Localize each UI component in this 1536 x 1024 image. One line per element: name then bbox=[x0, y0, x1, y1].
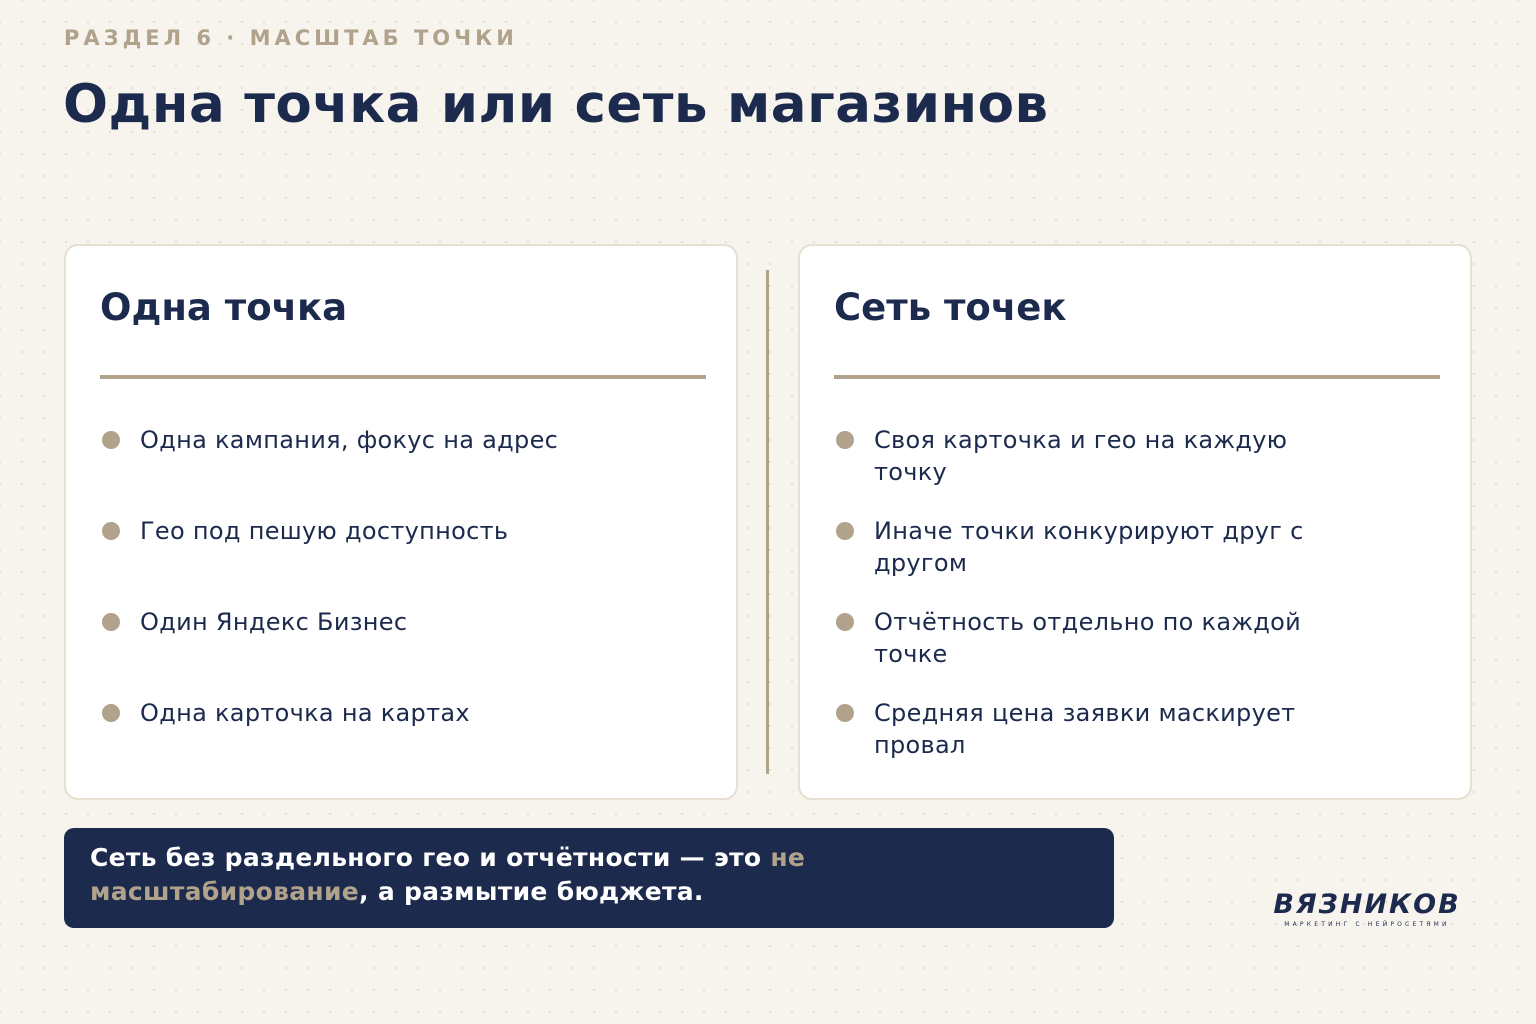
list-item-text: Средняя цена заявки маскирует провал bbox=[874, 699, 1296, 759]
list-item-text: Гео под пешую доступность bbox=[140, 517, 509, 545]
bullet-dot-icon bbox=[102, 431, 120, 449]
list-item-text: Одна кампания, фокус на адрес bbox=[140, 426, 559, 454]
callout-text: Сеть без раздельного гео и отчётности — это bbox=[90, 843, 771, 872]
callout-text-end: , а размытие бюджета. bbox=[359, 877, 704, 906]
bullet-dot-icon bbox=[102, 522, 120, 540]
card-title: Одна точка bbox=[100, 286, 348, 329]
callout-banner bbox=[64, 828, 1114, 928]
vertical-divider bbox=[766, 270, 769, 774]
card-divider bbox=[100, 375, 706, 379]
list-item-text: Иначе точки конкурируют друг с другом bbox=[874, 517, 1304, 577]
list-item-text: Своя карточка и гео на каждую точку bbox=[874, 426, 1288, 486]
callout-accent-text: не масштабирование bbox=[90, 843, 806, 906]
list-item bbox=[102, 606, 580, 638]
card-title: Сеть точек bbox=[834, 286, 1067, 329]
card-divider bbox=[834, 375, 1440, 379]
bullet-dot-icon bbox=[836, 613, 854, 631]
single-point-card bbox=[64, 244, 738, 800]
list-item bbox=[836, 606, 1314, 670]
bullet-dot-icon bbox=[102, 613, 120, 631]
brand-logo bbox=[1262, 890, 1472, 930]
bullet-dot-icon bbox=[836, 431, 854, 449]
list-item bbox=[102, 424, 580, 456]
page-title: Одна точка или сеть магазинов bbox=[63, 74, 1049, 135]
bullet-dot-icon bbox=[102, 704, 120, 722]
network-card bbox=[798, 244, 1472, 800]
list-item bbox=[102, 515, 580, 547]
list-item-text: Один Яндекс Бизнес bbox=[140, 608, 408, 636]
logo-wordmark: ВЯЗНИКОВ bbox=[1273, 889, 1461, 920]
list-item bbox=[836, 515, 1314, 579]
list-item bbox=[836, 697, 1314, 761]
section-eyebrow: РАЗДЕЛ 6 · МАСШТАБ ТОЧКИ bbox=[64, 26, 518, 50]
bullet-dot-icon bbox=[836, 704, 854, 722]
logo-tagline: МАРКЕТИНГ С НЕЙРОСЕТЯМИ bbox=[1284, 921, 1450, 928]
list-item-text: Отчётность отдельно по каждой точке bbox=[874, 608, 1302, 668]
list-item-text: Одна карточка на картах bbox=[140, 699, 470, 727]
bullet-dot-icon bbox=[836, 522, 854, 540]
list-item bbox=[102, 697, 580, 729]
list-item bbox=[836, 424, 1314, 488]
